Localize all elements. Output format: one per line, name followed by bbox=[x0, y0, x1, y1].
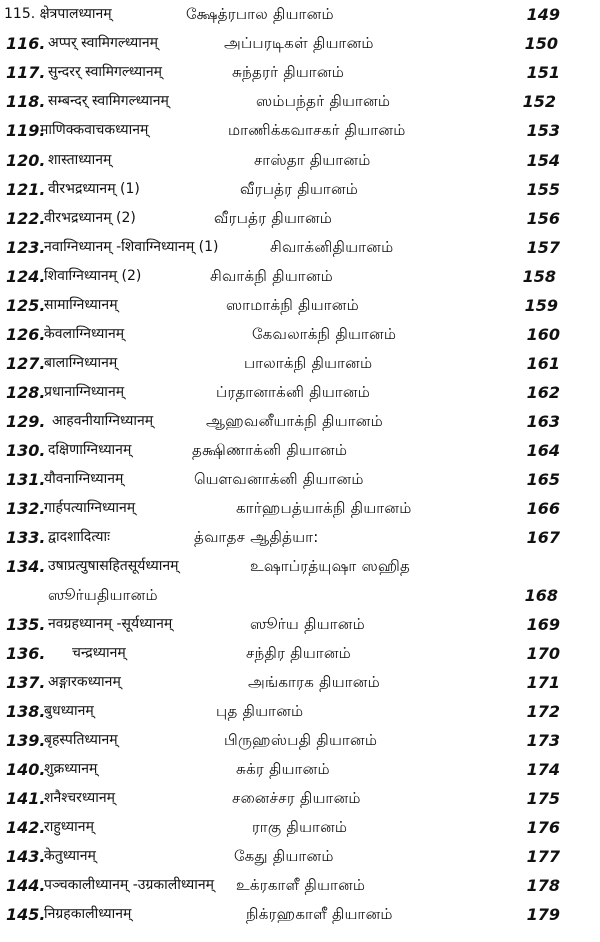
tamil-title: பாலாக்நி தியானம் bbox=[244, 354, 373, 372]
page-number: 157 bbox=[526, 238, 560, 257]
tamil-title: அங்காரக தியானம் bbox=[248, 673, 380, 691]
entry-number: 128. bbox=[6, 383, 46, 402]
sanskrit-title: बृहस्पतिध्यानम् bbox=[44, 732, 118, 748]
page-number: 166 bbox=[526, 499, 560, 518]
tamil-title: சுந்தரர் தியானம் bbox=[232, 63, 345, 81]
tamil-title: த்வாதச ஆதித்யா: bbox=[194, 528, 319, 546]
sanskrit-title: शुक्रध्यानम् bbox=[44, 761, 98, 777]
toc-entry bbox=[0, 320, 600, 349]
toc-entry bbox=[0, 87, 600, 116]
tamil-title: சாஸ்தா தியானம் bbox=[254, 151, 371, 169]
entry-number: 126. bbox=[6, 325, 46, 344]
tamil-title: ஸூர்யதியானம் bbox=[48, 586, 158, 604]
page-number: 175 bbox=[526, 789, 560, 808]
tamil-title: கேது தியானம் bbox=[234, 847, 334, 865]
entry-number: 136. bbox=[6, 644, 46, 663]
toc-entry bbox=[0, 726, 600, 755]
tamil-title: சிவாக்னிதியானம் bbox=[270, 238, 394, 256]
toc-entry bbox=[0, 552, 600, 581]
tamil-title: தக்ஷிணாக்னி தியானம் bbox=[192, 441, 348, 459]
toc-entry bbox=[0, 175, 600, 204]
entry-number: 122. bbox=[6, 209, 46, 228]
toc-entry bbox=[0, 58, 600, 87]
toc-entry bbox=[0, 494, 600, 523]
toc-entry bbox=[0, 581, 600, 610]
tamil-title: சனைச்சர தியானம் bbox=[232, 789, 361, 807]
page-number: 153 bbox=[526, 121, 560, 140]
tamil-title: மாணிக்கவாசகர் தியானம் bbox=[228, 121, 406, 139]
entry-number: 134. bbox=[6, 557, 46, 576]
page-number: 177 bbox=[526, 847, 560, 866]
entry-number: 139. bbox=[6, 731, 46, 750]
entry-number: 130. bbox=[6, 441, 46, 460]
sanskrit-title: चन्द्रध्यानम् bbox=[72, 645, 126, 661]
entry-number: 124. bbox=[6, 267, 46, 286]
entry-number: 121. bbox=[6, 180, 46, 199]
entry-number: 116. bbox=[6, 34, 46, 53]
page-number: 149 bbox=[526, 5, 560, 24]
page-number: 162 bbox=[526, 383, 560, 402]
tamil-title: ஸாமாக்நி தியானம் bbox=[226, 296, 359, 314]
sanskrit-title: द्वादशादित्याः bbox=[48, 529, 110, 545]
entry-number: 117. bbox=[6, 63, 46, 82]
toc-entry bbox=[0, 204, 600, 233]
sanskrit-title: बालाग्निध्यानम् bbox=[44, 355, 118, 371]
tamil-title: ஸம்பந்தர் தியானம் bbox=[256, 92, 391, 110]
entry-number: 140. bbox=[6, 760, 46, 779]
page-number: 156 bbox=[526, 209, 560, 228]
sanskrit-title: गार्हपत्याग्निध्यानम् bbox=[44, 500, 136, 516]
entry-number: 129. bbox=[6, 412, 46, 431]
toc-entry bbox=[0, 523, 600, 552]
entry-number: 137. bbox=[6, 673, 46, 692]
toc-entry bbox=[0, 668, 600, 697]
sanskrit-title: शनैश्चरध्यानम् bbox=[44, 790, 116, 806]
page-number: 173 bbox=[526, 731, 560, 750]
toc-entry bbox=[0, 610, 600, 639]
toc-entry bbox=[0, 697, 600, 726]
tamil-title: கார்ஹபத்யாக்நி தியானம் bbox=[236, 499, 412, 517]
toc-entry bbox=[0, 349, 600, 378]
tamil-title: சந்திர தியானம் bbox=[246, 644, 352, 662]
entry-number: 133. bbox=[6, 528, 46, 547]
entry-number: 143. bbox=[6, 847, 46, 866]
tamil-title: வீரபத்ர தியானம் bbox=[240, 180, 359, 198]
page-number: 154 bbox=[526, 151, 560, 170]
page-number: 155 bbox=[526, 180, 560, 199]
entry-number: 123. bbox=[6, 238, 46, 257]
page-number: 168 bbox=[524, 586, 558, 605]
entry-number: 125. bbox=[6, 296, 46, 315]
sanskrit-title: बुधध्यानम् bbox=[44, 703, 94, 719]
tamil-title: கேவலாக்நி தியானம் bbox=[252, 325, 397, 343]
sanskrit-title: वीरभद्रध्यानम् (2) bbox=[44, 210, 136, 226]
sanskrit-title: राहुध्यानम् bbox=[44, 819, 94, 835]
sanskrit-title: सुन्दरर् स्वामिगल्ध्यानम् bbox=[48, 64, 163, 80]
entry-number: 132. bbox=[6, 499, 46, 518]
page-number: 163 bbox=[526, 412, 560, 431]
page-number: 178 bbox=[526, 876, 560, 895]
tamil-title: க்ஷேத்ரபால தியானம் bbox=[186, 5, 334, 23]
toc-entry bbox=[0, 262, 600, 291]
toc-entry bbox=[0, 784, 600, 813]
toc-entry bbox=[0, 871, 600, 900]
page-number: 165 bbox=[526, 470, 560, 489]
sanskrit-title: निग्रहकालीध्यानम् bbox=[44, 906, 132, 922]
tamil-title: உஷாப்ரத்யுஷா ஸஹித bbox=[250, 557, 411, 575]
sanskrit-title: पञ्चकालीध्यानम् -उग्रकालीध्यानम् bbox=[44, 877, 215, 893]
tamil-title: ஸூர்ய தியானம் bbox=[250, 615, 365, 633]
toc-entry bbox=[0, 813, 600, 842]
sanskrit-title: अप्पर् स्वामिगल्ध्यानम् bbox=[48, 35, 159, 51]
sanskrit-title: माणिक्कवाचकध्यानम् bbox=[40, 122, 149, 138]
toc-entry bbox=[0, 378, 600, 407]
toc-entry bbox=[0, 291, 600, 320]
entry-number: 119. bbox=[6, 121, 46, 140]
tamil-title: ராகு தியானம் bbox=[252, 818, 348, 836]
toc-entry bbox=[0, 29, 600, 58]
toc-entry bbox=[0, 407, 600, 436]
page-number: 179 bbox=[526, 905, 560, 924]
page-number: 167 bbox=[526, 528, 560, 547]
toc-entry bbox=[0, 900, 600, 929]
toc-entry bbox=[0, 146, 600, 175]
sanskrit-title: आहवनीयाग्निध्यानम् bbox=[52, 413, 154, 429]
toc-entry bbox=[0, 116, 600, 145]
sanskrit-title: अङ्गारकध्यानम् bbox=[48, 674, 121, 690]
entry-number: 131. bbox=[6, 470, 46, 489]
page-number: 159 bbox=[524, 296, 558, 315]
sanskrit-title: यौवनाग्निध्यानम् bbox=[44, 471, 124, 487]
toc-entry bbox=[0, 465, 600, 494]
sanskrit-title: केवलाग्निध्यानम् bbox=[44, 326, 125, 342]
sanskrit-title: दक्षिणाग्निध्यानम् bbox=[48, 442, 132, 458]
tamil-title: பிருஹஸ்பதி தியானம் bbox=[224, 731, 378, 749]
toc-entry bbox=[0, 842, 600, 871]
tamil-title: நிக்ரஹகாளீ தியானம் bbox=[246, 905, 393, 923]
sanskrit-title: प्रधानाग्निध्यानम् bbox=[44, 384, 125, 400]
sanskrit-title: केतुध्यानम् bbox=[44, 848, 96, 864]
tamil-title: அப்பரடிகள் தியானம் bbox=[224, 34, 374, 52]
tamil-title: யௌவனாக்னி தியானம் bbox=[194, 470, 364, 488]
toc-entry bbox=[0, 436, 600, 465]
tamil-title: உக்ரகாளீ தியானம் bbox=[236, 876, 366, 894]
sanskrit-title: नवाग्निध्यानम् -शिवाग्निध्यानम् (1) bbox=[44, 239, 219, 255]
page-number: 174 bbox=[526, 760, 560, 779]
entry-number: 142. bbox=[6, 818, 46, 837]
page-number: 172 bbox=[526, 702, 560, 721]
entry-number: 144. bbox=[6, 876, 46, 895]
toc-entry bbox=[0, 233, 600, 262]
tamil-title: புத தியானம் bbox=[216, 702, 304, 720]
page-number: 169 bbox=[526, 615, 560, 634]
toc-entry bbox=[0, 755, 600, 784]
sanskrit-title: उषाप्रत्युषासहितसूर्यध्यानम् bbox=[48, 558, 179, 574]
sanskrit-title: शिवाग्निध्यानम् (2) bbox=[44, 268, 142, 284]
page-number: 151 bbox=[526, 63, 560, 82]
page-number: 150 bbox=[524, 34, 558, 53]
page-number: 164 bbox=[526, 441, 560, 460]
tamil-title: வீரபத்ர தியானம் bbox=[214, 209, 333, 227]
tamil-title: சுக்ர தியானம் bbox=[236, 760, 330, 778]
page-number: 176 bbox=[526, 818, 560, 837]
page-number: 161 bbox=[526, 354, 560, 373]
sanskrit-title: वीरभद्रध्यानम् (1) bbox=[48, 181, 140, 197]
sanskrit-title: नवग्रहध्यानम् -सूर्यध्यानम् bbox=[48, 616, 173, 632]
entry-number: 145. bbox=[6, 905, 46, 924]
entry-number: 141. bbox=[6, 789, 46, 808]
tamil-title: சிவாக்நி தியானம் bbox=[210, 267, 334, 285]
page-number: 170 bbox=[526, 644, 560, 663]
toc-entry bbox=[0, 639, 600, 668]
toc-entry bbox=[0, 0, 600, 29]
sanskrit-title: सामाग्निध्यानम् bbox=[44, 297, 118, 313]
entry-number: 135. bbox=[6, 615, 46, 634]
page-number: 160 bbox=[526, 325, 560, 344]
sanskrit-title: 115. क्षेत्रपालध्यानम् bbox=[4, 6, 112, 22]
tamil-title: ஆஹவனீயாக்நி தியானம் bbox=[206, 412, 383, 430]
page-number: 171 bbox=[526, 673, 560, 692]
entry-number: 120. bbox=[6, 151, 46, 170]
page-number: 158 bbox=[522, 267, 556, 286]
page-number: 152 bbox=[522, 92, 556, 111]
entry-number: 138. bbox=[6, 702, 46, 721]
entry-number: 127. bbox=[6, 354, 46, 373]
sanskrit-title: शास्ताध्यानम् bbox=[48, 152, 112, 168]
sanskrit-title: सम्बन्दर् स्वामिगल्ध्यानम् bbox=[48, 93, 169, 109]
entry-number: 118. bbox=[6, 92, 46, 111]
tamil-title: ப்ரதானாக்னி தியானம் bbox=[216, 383, 371, 401]
